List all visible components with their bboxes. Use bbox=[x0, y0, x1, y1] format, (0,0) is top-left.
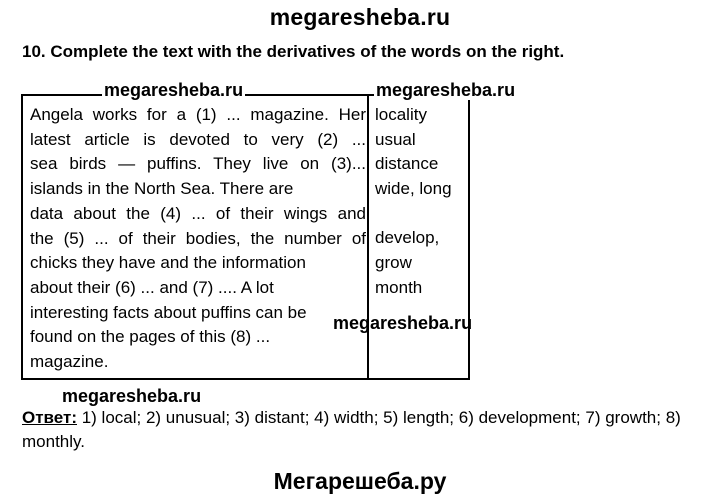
passage-line: sea birds — puffins. They live on (3)... bbox=[30, 154, 366, 174]
root-word: usual bbox=[375, 129, 416, 149]
watermark: megaresheba.ru bbox=[62, 386, 202, 406]
watermark: megaresheba.ru bbox=[333, 313, 473, 333]
root-word: distance bbox=[375, 154, 439, 174]
root-word: locality bbox=[375, 105, 427, 124]
passage-line: about their (6) ... and (7) .... A lot bbox=[30, 277, 274, 297]
passage-line: the (5) ... of their bodies, the number of bbox=[30, 228, 366, 248]
passage-line: latest article is devoted to very (2) ... bbox=[30, 129, 366, 149]
watermark: megaresheba.ru bbox=[104, 80, 244, 100]
watermark: megaresheba.ru bbox=[376, 80, 516, 100]
answer-block bbox=[22, 406, 702, 454]
passage-line: islands in the North Sea. There are bbox=[30, 179, 294, 199]
root-word: grow bbox=[375, 253, 412, 273]
root-word: develop, bbox=[375, 228, 440, 248]
passage-text bbox=[30, 103, 366, 375]
root-word: wide, long bbox=[375, 179, 452, 199]
passage-line: Angela works for a (1) ... magazine. Her bbox=[30, 105, 366, 124]
answer-text: 1) local; 2) unusual; 3) distant; 4) width; 5) length; 6) development; 7) growth; 8) monthly. bbox=[22, 408, 681, 451]
passage-line: chicks they have and the information bbox=[30, 253, 306, 273]
exercise-table bbox=[21, 94, 470, 380]
passage-line: found on the pages of this (8) ... bbox=[30, 327, 271, 347]
passage-line: interesting facts about puffins can be bbox=[30, 302, 307, 322]
passage-line: data about the (4) ... of their wings and bbox=[30, 203, 366, 223]
task-heading: 10. Complete the text with the derivatives of the words on the right. bbox=[22, 42, 565, 61]
answer-label: Ответ: bbox=[22, 408, 77, 427]
passage-line: magazine. bbox=[30, 352, 109, 372]
root-word: month bbox=[375, 277, 423, 297]
site-title: megaresheba.ru bbox=[269, 4, 451, 30]
word-list bbox=[375, 103, 452, 301]
footer-title: Мегарешеба.ру bbox=[273, 468, 447, 494]
root-word bbox=[375, 202, 452, 227]
column-divider bbox=[367, 96, 369, 378]
